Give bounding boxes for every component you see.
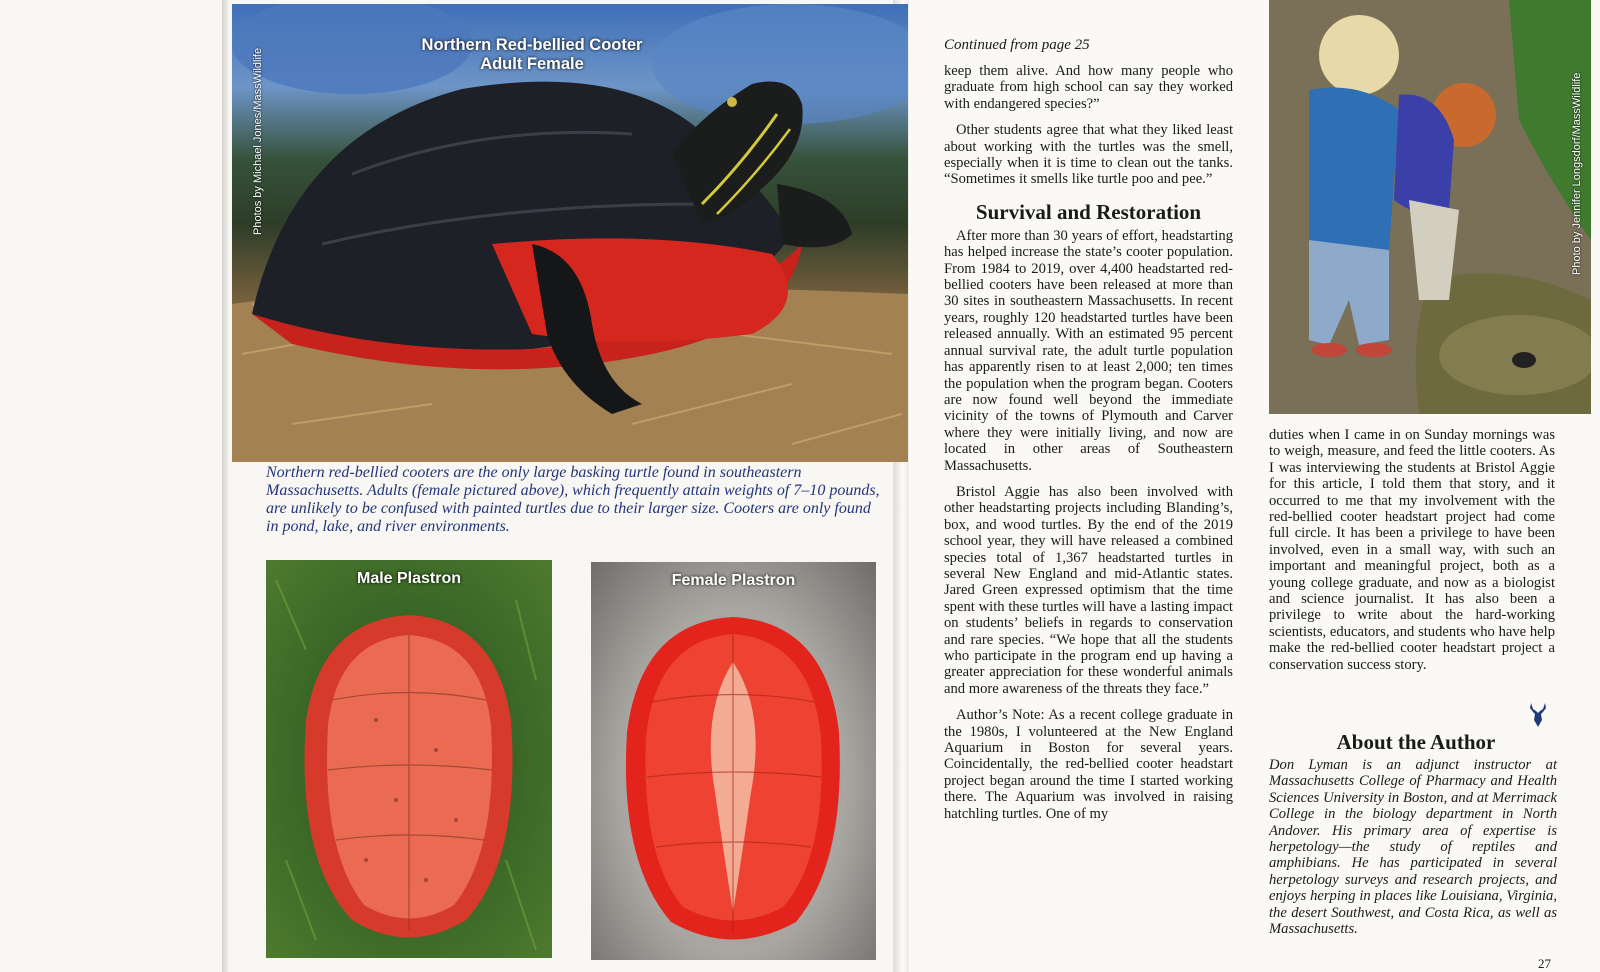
female-plastron-illustration xyxy=(591,562,876,960)
article-paragraph: Bristol Aggie has also been involved with other headstarting projects including Blanding’s, box, and wood turtles. By the end of the 2019 school year, they will have released a combined species total of 1,367 headstarted turtles in several New England and mid-Atlantic states. Jared Green expressed optimism that the time spent with these turtles will have a lasting impact on students’ beliefs in regards to conservation and rare species. “We hope that all the students who participate in the program end up having a greater appreciation for these wonderful animals and more awareness of the threats they face.” xyxy=(944,483,1233,697)
article-paragraph: duties when I came in on Sunday mornings was to weigh, measure, and feed the little cooters. As I was interviewing the students at Bristol Aggie for this article, I told them that story, and it occurred to me that my involvement with the red-bellied cooter headstart project had come full circle. It has been a privilege to have been involved, even in a small way, with such an important and meaningful project, both as a young college graduate, and now as a biologist and science journalist. It has also been a privilege to write about the hard-working scientists, educators, and students who have help make the red-bellied cooter headstart project a conservation success story. xyxy=(1269,427,1555,673)
male-plastron-photo xyxy=(266,560,552,958)
article-paragraph: Author’s Note: As a recent college graduate in the 1980s, I volunteered at the New England Aquarium in Boston for several years. Coincidentally, the red-bellied cooter headstart project began around the time I started working there. The Aquarium was involved in raising hatchling turtles. One of my xyxy=(944,707,1233,822)
hero-photo-credit xyxy=(232,40,268,240)
photo-caption: Northern red-bellied cooters are the only large basking turtle found in southeastern Massachusetts. Adults (female pictured above), which frequently attain weights of 7–10 pounds, are unlikely to be confused with painted turtles due to their larger size. Cooters are only found in pond, lake, and river environments. xyxy=(266,464,880,535)
hero-title-line1: Northern Red-bellied Cooter xyxy=(421,36,643,54)
hero-credit-text: Photos by Michael Jones/MassWildlife xyxy=(252,47,264,235)
article-paragraph: After more than 30 years of effort, headstarting has helped increase the state’s cooter population. From 1984 to 2019, over 4,400 headstarted red-bellied cooters have been released at more than 30 sites in southeastern Massachusetts. In recent years, roughly 120 headstarted turtles have been released annually. With an estimated 95 percent annual survival rate, the adult turtle population has apparently risen to at least 2,000; ten times the population when the program began. Cooters are now found well beyond the immediate vicinity of the towns of Plymouth and Carver where they were initially living, and now are located in other areas of Southeastern Massachusetts. xyxy=(944,227,1233,474)
hero-title-line2: Adult Female xyxy=(480,55,584,73)
kids-releasing-turtle-photo xyxy=(1269,0,1591,414)
male-plastron-illustration xyxy=(266,560,552,958)
article-column xyxy=(944,63,1233,832)
female-plastron-photo xyxy=(591,562,876,960)
hero-title xyxy=(232,36,832,74)
section-heading-survival: Survival and Restoration xyxy=(975,199,1202,224)
article-paragraph: Other students agree that what they liked least about working with the turtles was the smell, especially when it is time to clean out the tanks. “Sometimes it smells like turtle poo and pee.” xyxy=(944,122,1233,188)
article-continuation xyxy=(1269,427,1555,673)
male-plastron-label: Male Plastron xyxy=(356,570,462,587)
continued-from: Continued from page 25 xyxy=(944,37,1090,53)
about-author-heading: About the Author xyxy=(1336,730,1496,754)
female-plastron-label: Female Plastron xyxy=(671,572,796,589)
kids-photo-credit xyxy=(1553,30,1583,280)
hero-turtle-photo xyxy=(232,4,908,462)
author-bio: Don Lyman is an adjunct instructor at Massachusetts College of Pharmacy and Health Sciences University in Boston, and at Merrimack College in the biology department in North Andover. His primary area of expertise is herpetology—the study of reptiles and amphibians. He has participated in several herpetology surveys and research projects, and enjoys herping in places like Louisiana, Virginia, the desert Southwest, and Costa Rica, as well as Massachusetts. xyxy=(1269,757,1557,938)
kids-illustration xyxy=(1269,0,1591,414)
blank-left-page xyxy=(0,0,222,972)
article-paragraph: keep them alive. And how many people who graduate from high school can say they worked with endangered species?” xyxy=(944,63,1233,112)
page-number: 27 xyxy=(1538,956,1551,971)
deer-icon xyxy=(1527,702,1549,728)
kids-credit-text: Photo by Jennifer Longsdorf/MassWildlife xyxy=(1571,72,1583,275)
